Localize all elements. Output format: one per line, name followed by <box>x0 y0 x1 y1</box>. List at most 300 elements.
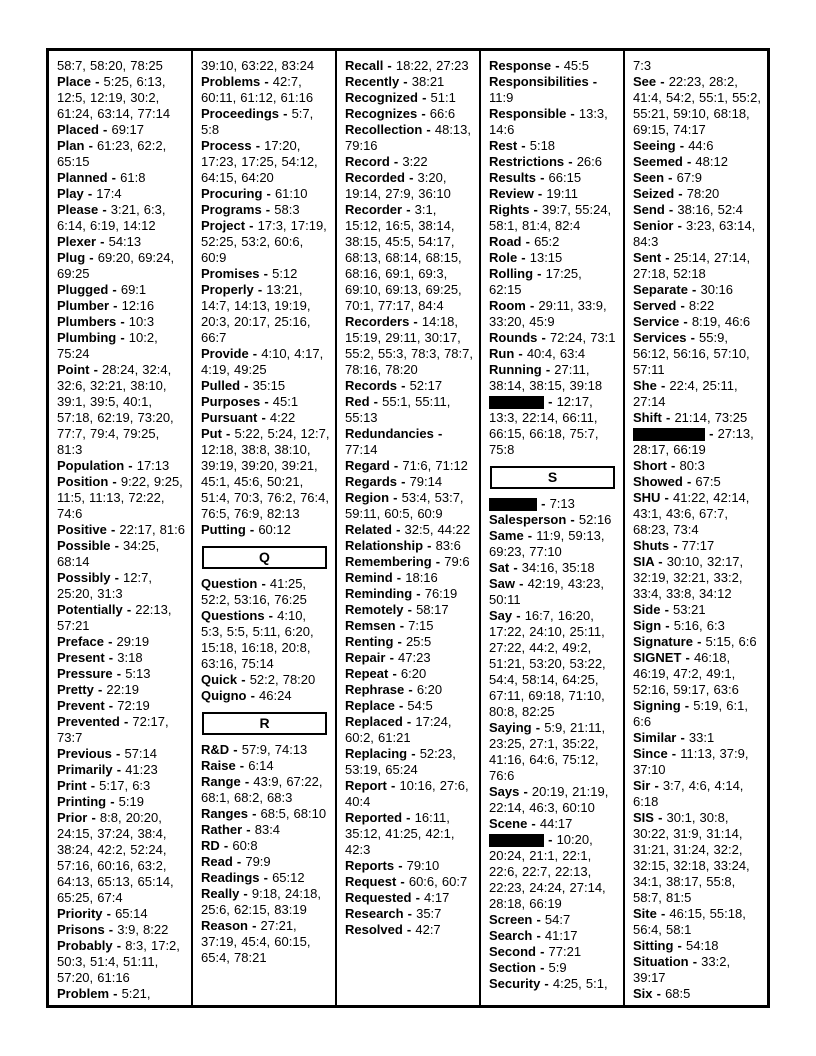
entry-word: Report - <box>345 778 400 793</box>
entry-refs: 3:23, 63:14, 84:3 <box>633 218 756 249</box>
entry-refs: 54:13 <box>108 234 142 249</box>
index-entry <box>633 746 762 778</box>
index-entry <box>489 960 618 976</box>
index-entry <box>57 298 186 314</box>
index-entry <box>633 634 762 650</box>
entry-word: Side - <box>633 602 674 617</box>
entry-refs: 83:6 <box>435 538 461 553</box>
entry-word: Please - <box>57 202 111 217</box>
index-entry <box>633 538 762 554</box>
index-entry <box>201 870 330 886</box>
entry-refs: 27:11, 38:14, 38:15, 39:18 <box>489 362 603 393</box>
entry-refs: 57:9, 74:13 <box>241 742 308 757</box>
index-entry <box>201 854 330 870</box>
entry-word: Records - <box>345 378 410 393</box>
entry-word: Services - <box>633 330 700 345</box>
entry-word: Showed - <box>633 474 696 489</box>
entry-word: Preface - <box>57 634 117 649</box>
index-entry <box>201 918 330 966</box>
entry-refs: 78:20 <box>686 186 720 201</box>
index-entry <box>57 698 186 714</box>
entry-word: Repeat - <box>345 666 401 681</box>
entry-refs: 5:18 <box>529 138 556 153</box>
entry-refs: 79:9 <box>245 854 271 869</box>
entry-word: Plumbing - <box>57 330 129 345</box>
entry-word: Screen - <box>489 912 545 927</box>
entry-word: Prevent - <box>57 698 118 713</box>
index-entry <box>57 362 186 458</box>
entry-refs: 33:1 <box>688 730 715 745</box>
continuation-refs: 39:10, 63:22, 83:24 <box>201 58 315 73</box>
index-entry <box>201 346 330 378</box>
entry-refs: 53:21 <box>673 602 706 617</box>
entry-word: Provide - <box>201 346 262 361</box>
entry-refs: 51:1 <box>430 90 456 105</box>
entry-word: Read - <box>201 854 246 869</box>
index-entry <box>345 58 474 74</box>
entry-word: Seeing - <box>633 138 689 153</box>
index-entry-redacted <box>633 426 762 458</box>
entry-word: Placed - <box>57 122 112 137</box>
index-entry <box>489 266 618 298</box>
entry-word: Remembering - <box>345 554 445 569</box>
entry-word: Properly - <box>201 282 267 297</box>
index-entry <box>57 314 186 330</box>
index-entry <box>489 816 618 832</box>
entry-word: Signing - <box>633 698 694 713</box>
index-entry <box>633 698 762 730</box>
entry-word: Place - <box>57 74 104 89</box>
entry-refs: 79:14 <box>409 474 443 489</box>
index-entry <box>345 154 474 170</box>
entry-word: She - <box>633 378 670 393</box>
entry-word: Plexer - <box>57 234 109 249</box>
entry-word: Says - <box>489 784 532 799</box>
entry-refs: 76:19 <box>424 586 458 601</box>
entry-refs: 5:19, 6:1, 6:6 <box>633 698 748 729</box>
index-entry <box>345 202 474 314</box>
entry-word: Scene - <box>489 816 540 831</box>
index-entry <box>57 234 186 250</box>
index-entry <box>345 74 474 90</box>
entry-word: Process - <box>201 138 265 153</box>
index-entry <box>57 682 186 698</box>
entry-refs: 34:16, 35:18 <box>521 560 595 575</box>
index-column-3 <box>337 51 481 1005</box>
entry-word: Plumber - <box>57 298 122 313</box>
index-entry <box>345 682 474 698</box>
index-entry <box>57 186 186 202</box>
index-entry <box>633 154 762 170</box>
index-entry <box>201 394 330 410</box>
index-entry <box>345 586 474 602</box>
entry-word: Service - <box>633 314 692 329</box>
index-entry <box>201 282 330 346</box>
entry-refs: 41:17 <box>544 928 578 943</box>
index-entry <box>489 560 618 576</box>
index-entry <box>345 522 474 538</box>
entry-refs: 52:23, 53:19, 65:24 <box>345 746 456 777</box>
entry-refs: 69:1 <box>120 282 147 297</box>
entry-refs: 6:20 <box>416 682 443 697</box>
entry-refs: 68:5, 68:10 <box>260 806 327 821</box>
entry-refs: 80:3 <box>679 458 705 473</box>
index-entry <box>57 922 186 938</box>
entry-refs: 60:6, 60:7 <box>408 874 468 889</box>
index-entry <box>345 314 474 378</box>
entry-refs: 5:19 <box>118 794 144 809</box>
index-entry <box>57 778 186 794</box>
index-entry <box>201 410 330 426</box>
index-column-4 <box>481 51 625 1005</box>
entry-refs: 26:6 <box>576 154 602 169</box>
entry-refs: 65:14 <box>115 906 148 921</box>
entry-refs: 6:20 <box>400 666 427 681</box>
entry-refs: 45:5 <box>563 58 589 73</box>
index-entry <box>633 906 762 938</box>
entry-refs: 67:5 <box>695 474 721 489</box>
entry-word: Seized - <box>633 186 687 201</box>
index-entry <box>201 774 330 806</box>
entry-refs: 5:25, 6:13, 12:5, 12:19, 30:2, 61:24, 63:14, 77:14 <box>57 74 171 121</box>
index-entry <box>489 330 618 346</box>
continuation-refs: 7:3 <box>633 58 652 73</box>
entry-word: Regard - <box>345 458 403 473</box>
entry-refs: 7:13 <box>549 496 575 511</box>
entry-refs: 55:9, 56:12, 56:16, 57:10, 57:11 <box>633 330 750 377</box>
entry-word: Readings - <box>201 870 273 885</box>
entry-word: Plan - <box>57 138 98 153</box>
index-entry <box>633 458 762 474</box>
entry-refs: 61:8 <box>120 170 146 185</box>
entry-refs: 5:7, 5:8 <box>201 106 314 137</box>
entry-refs: 27:21, 37:19, 45:4, 60:15, 65:4, 78:21 <box>201 918 311 965</box>
index-entry <box>633 986 762 1002</box>
index-entry <box>489 362 618 394</box>
entry-word: Relationship - <box>345 538 436 553</box>
entry-word: SIA - <box>633 554 667 569</box>
entry-refs: 3:1, 15:12, 16:5, 38:14, 38:15, 45:5, 54:17, 68:13, 68:14, 68:15, 68:16, 69:1, 69:3, 69:10, 69:13, 69:25, 70:1, 77:17, 84:4 <box>345 202 462 313</box>
entry-word: Similar - <box>633 730 689 745</box>
index-entry <box>633 138 762 154</box>
entry-refs: 3:9, 8:22 <box>117 922 169 937</box>
entry-dash: - <box>544 832 557 847</box>
entry-refs: 10:20, 20:24, 21:1, 22:1, 22:6, 22:7, 22:13, 22:23, 24:24, 27:14, 28:18, 66:19 <box>489 832 606 911</box>
entry-refs: 18:16 <box>405 570 438 585</box>
entry-refs: 48:12 <box>695 154 728 169</box>
entry-refs: 3:21, 6:3, 6:14, 6:19, 14:12 <box>57 202 166 233</box>
entry-word: Restrictions - <box>489 154 577 169</box>
index-entry <box>201 426 330 522</box>
entry-refs: 67:9 <box>676 170 702 185</box>
entry-word: Recorder - <box>345 202 415 217</box>
entry-refs: 72:19 <box>117 698 150 713</box>
entry-word: Rather - <box>201 822 255 837</box>
entry-refs: 17:3, 17:19, 52:25, 53:2, 60:6, 60:9 <box>201 218 327 265</box>
entry-word: Shift - <box>633 410 675 425</box>
entry-word: Separate - <box>633 282 701 297</box>
index-entry <box>345 810 474 858</box>
entry-refs: 13:15 <box>529 250 563 265</box>
index-entry <box>633 650 762 698</box>
index-entry <box>345 746 474 778</box>
index-entry <box>345 874 474 890</box>
continuation-refs: 58:7, 58:20, 78:25 <box>57 58 163 73</box>
index-entry <box>489 576 618 608</box>
index-entry <box>201 886 330 918</box>
entry-refs: 53:4, 53:7, 59:11, 60:5, 60:9 <box>345 490 464 521</box>
entry-word: Sign - <box>633 618 674 633</box>
entry-word: Running - <box>489 362 555 377</box>
entry-word: Results - <box>489 170 549 185</box>
index-entry <box>489 106 618 138</box>
index-entry <box>489 346 618 362</box>
index-entry <box>633 938 762 954</box>
entry-word: R&D - <box>201 742 242 757</box>
entry-word: Present - <box>57 650 118 665</box>
entry-refs: 14:18, 15:19, 29:11, 30:17, 55:2, 55:3, 78:3, 78:7, 78:16, 78:20 <box>345 314 473 377</box>
entry-word: Search - <box>489 928 545 943</box>
entry-refs: 54:18 <box>686 938 719 953</box>
index-entry <box>345 922 474 938</box>
entry-refs: 4:22 <box>269 410 296 425</box>
index-entry <box>201 688 330 704</box>
entry-word: Potentially - <box>57 602 136 617</box>
index-entry <box>201 758 330 774</box>
entry-refs: 8:22 <box>688 298 715 313</box>
entry-refs: 8:3, 17:2, 50:3, 51:4, 51:11, 57:20, 61:16 <box>57 938 180 985</box>
index-entry <box>489 170 618 186</box>
index-entry <box>633 298 762 314</box>
index-entry <box>345 426 474 458</box>
entry-word: Reported - <box>345 810 415 825</box>
entry-word: Served - <box>633 298 689 313</box>
entry-word: Possible - <box>57 538 124 553</box>
index-entry <box>345 650 474 666</box>
entry-word: Room - <box>489 298 539 313</box>
entry-refs: 4:17 <box>424 890 450 905</box>
entry-refs: 5:17, 6:3 <box>99 778 151 793</box>
entry-refs: 4:10, 4:17, 4:19, 49:25 <box>201 346 324 377</box>
index-entry <box>345 538 474 554</box>
entry-refs: 58:3 <box>274 202 300 217</box>
index-entry <box>345 858 474 874</box>
index-entry <box>345 122 474 154</box>
entry-refs: 30:16 <box>700 282 734 297</box>
index-entry <box>633 778 762 810</box>
entry-word: Putting - <box>201 522 259 537</box>
entry-word: Sent - <box>633 250 674 265</box>
entry-refs: 71:6, 71:12 <box>402 458 468 473</box>
index-entry <box>489 74 618 106</box>
entry-refs: 5:12 <box>272 266 298 281</box>
entry-refs: 13:21, 14:7, 14:13, 19:19, 20:3, 20:17, 25:16, 66:7 <box>201 282 311 345</box>
index-entry <box>57 650 186 666</box>
entry-refs: 43:9, 67:22, 68:1, 68:2, 68:3 <box>201 774 323 805</box>
entry-refs: 77:17 <box>681 538 715 553</box>
index-column-2 <box>193 51 337 1005</box>
index-entry <box>57 474 186 522</box>
entry-refs: 5:15, 6:6 <box>705 634 757 649</box>
entry-word: Sir - <box>633 778 663 793</box>
index-entry <box>489 720 618 784</box>
index-entry <box>489 234 618 250</box>
index-entry <box>345 474 474 490</box>
entry-word: Replacing - <box>345 746 420 761</box>
entry-word: Primarily - <box>57 762 126 777</box>
entry-word: Plugged - <box>57 282 121 297</box>
index-entry <box>633 410 762 426</box>
index-entry <box>633 490 762 538</box>
entry-refs: 13:3, 14:6 <box>489 106 608 137</box>
entry-refs: 4:10, 5:3, 5:5, 5:11, 6:20, 15:18, 16:18, 20:8, 63:16, 75:14 <box>201 608 314 671</box>
index-entry <box>345 106 474 122</box>
index-entry <box>345 890 474 906</box>
entry-word: Proceedings - <box>201 106 292 121</box>
index-entry <box>345 634 474 650</box>
entry-word: Recognized - <box>345 90 431 105</box>
entry-refs: 28:24, 32:4, 32:6, 32:21, 38:10, 39:1, 39:5, 40:1, 57:18, 62:19, 73:20, 77:7, 79:4, 79:25, 81:3 <box>57 362 174 457</box>
index-entry <box>633 954 762 986</box>
index-entry <box>57 762 186 778</box>
entry-word: Replaced - <box>345 714 416 729</box>
index-entry-redacted <box>489 832 618 912</box>
index-entry <box>345 490 474 522</box>
entry-refs: 46:18, 46:19, 47:2, 49:1, 52:16, 59:17, 63:6 <box>633 650 739 697</box>
index-entry <box>201 608 330 672</box>
index-entry <box>345 698 474 714</box>
index-entry <box>57 714 186 746</box>
section-header-q: Q <box>202 546 327 569</box>
entry-refs: 38:21 <box>411 74 445 89</box>
entry-word: Security - <box>489 976 553 991</box>
index-entry <box>57 250 186 282</box>
entry-word: Replace - <box>345 698 408 713</box>
index-entry <box>633 314 762 330</box>
entry-word: Pulled - <box>201 378 253 393</box>
entry-word: Repair - <box>345 650 399 665</box>
index-entry <box>489 512 618 528</box>
index-entry <box>633 186 762 202</box>
entry-refs: 10:2, 75:24 <box>57 330 158 361</box>
index-entry <box>57 170 186 186</box>
index-entry <box>489 928 618 944</box>
index-entry <box>633 330 762 378</box>
entry-word: Sat - <box>489 560 522 575</box>
index-entry <box>633 554 762 602</box>
index-entry <box>633 218 762 250</box>
index-entry <box>201 742 330 758</box>
index-entry <box>489 608 618 720</box>
entry-refs: 11:9 <box>489 90 514 105</box>
entry-refs: 35:15 <box>252 378 286 393</box>
entry-refs: 54:7 <box>544 912 571 927</box>
entry-word: Since - <box>633 746 681 761</box>
entry-refs: 22:23, 28:2, 41:4, 54:2, 55:1, 55:2, 55:21, 59:10, 68:18, 69:15, 74:17 <box>633 74 761 137</box>
entry-refs: 9:18, 24:18, 25:6, 62:15, 83:19 <box>201 886 322 917</box>
index-entry <box>345 554 474 570</box>
entry-word: Printing - <box>57 794 119 809</box>
index-entry <box>633 202 762 218</box>
entry-word: Prisons - <box>57 922 118 937</box>
entry-word: Procuring - <box>201 186 275 201</box>
index-entry <box>57 74 186 122</box>
entry-refs: 16:7, 16:20, 17:22, 24:10, 25:11, 27:22, 44:2, 49:2, 51:21, 53:20, 53:22, 54:4, 58:14, 64:25, 67:11, 69:18, 71:10, 80:8, 82:25 <box>489 608 606 719</box>
entry-refs: 17:13 <box>136 458 170 473</box>
entry-word: Remsen - <box>345 618 409 633</box>
entry-word: Put - <box>201 426 235 441</box>
entry-word: Road - <box>489 234 535 249</box>
index-entry <box>201 266 330 282</box>
entry-word: Rounds - <box>489 330 550 345</box>
entry-refs: 72:17, 73:7 <box>57 714 169 745</box>
entry-word: Problem - <box>57 986 122 1001</box>
entry-word: Print - <box>57 778 100 793</box>
index-table <box>46 48 770 1008</box>
entry-word: RD - <box>201 838 233 853</box>
entry-word: Positive - <box>57 522 120 537</box>
index-entry <box>345 618 474 634</box>
index-entry <box>345 170 474 202</box>
entry-word: Remotely - <box>345 602 417 617</box>
entry-word: Prevented - <box>57 714 133 729</box>
index-entry <box>489 912 618 928</box>
index-entry <box>201 202 330 218</box>
entry-word: Plumbers - <box>57 314 129 329</box>
entry-refs: 17:20, 17:23, 17:25, 54:12, 64:15, 64:20 <box>201 138 318 185</box>
index-entry <box>489 154 618 170</box>
index-entry <box>633 618 762 634</box>
entry-word: Raise - <box>201 758 249 773</box>
entry-word: Question - <box>201 576 270 591</box>
entry-word: Saw - <box>489 576 528 591</box>
entry-word: Seen - <box>633 170 677 185</box>
index-entry <box>633 378 762 410</box>
index-entry <box>57 138 186 170</box>
entry-refs: 41:22, 42:14, 43:1, 43:6, 67:7, 68:23, 73:4 <box>633 490 750 537</box>
entry-refs: 8:19, 46:6 <box>691 314 751 329</box>
index-entry <box>201 378 330 394</box>
index-entry <box>345 458 474 474</box>
entry-refs: 6:14 <box>248 758 274 773</box>
entry-word: Questions - <box>201 608 278 623</box>
entry-word: Responsibilities - <box>489 74 598 89</box>
index-entry <box>489 186 618 202</box>
entry-word: Signature - <box>633 634 706 649</box>
entry-word: Recollection - <box>345 122 435 137</box>
entry-refs: 12:7, 25:20, 31:3 <box>57 570 152 601</box>
entry-refs: 22:19 <box>106 682 139 697</box>
entry-word: Shuts - <box>633 538 682 553</box>
entry-word: Plug - <box>57 250 98 265</box>
entry-word: Remind - <box>345 570 406 585</box>
entry-word: Response - <box>489 58 564 73</box>
entry-refs: 30:10, 32:17, 32:19, 32:21, 33:2, 33:4, 33:8, 34:12 <box>633 554 744 601</box>
redaction-box <box>489 396 544 409</box>
entry-word: Saying - <box>489 720 545 735</box>
index-entry <box>57 122 186 138</box>
index-entry <box>201 576 330 608</box>
entry-word: Renting - <box>345 634 406 649</box>
entry-refs: 5:13 <box>125 666 151 681</box>
entry-word: Role - <box>489 250 530 265</box>
index-entry <box>57 522 186 538</box>
section-header-s: S <box>490 466 615 489</box>
redaction-box <box>489 834 544 847</box>
entry-refs: 29:11, 33:9, 33:20, 45:9 <box>489 298 607 329</box>
entry-refs: 39:7, 55:24, 58:1, 81:4, 82:4 <box>489 202 612 233</box>
entry-word: Send - <box>633 202 678 217</box>
